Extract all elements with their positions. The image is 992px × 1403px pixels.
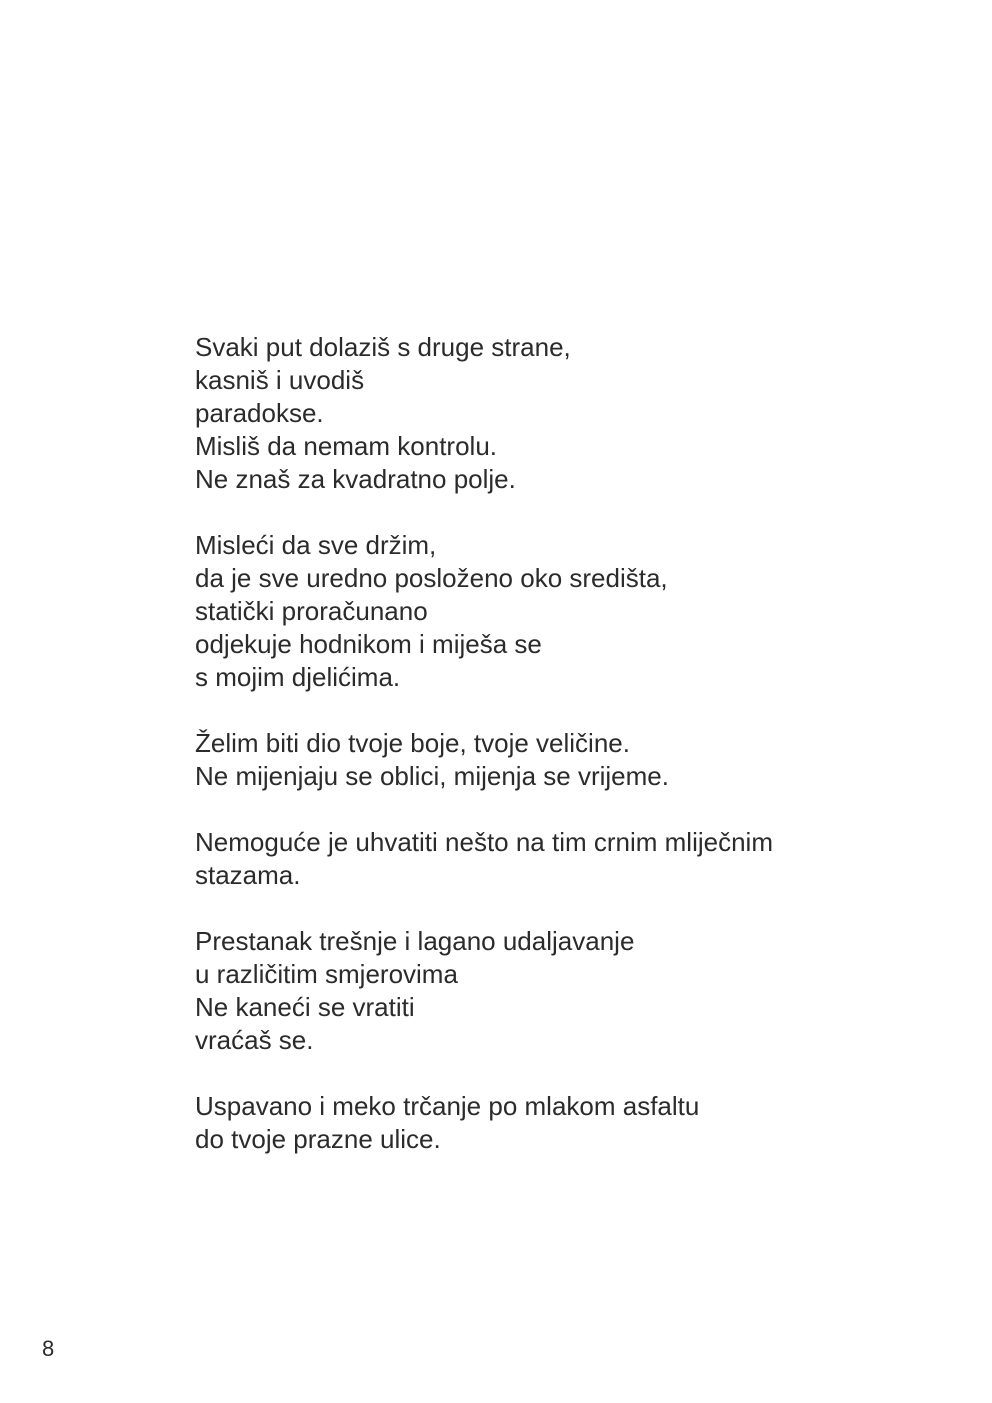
stanza-1: [195, 331, 915, 496]
poem-line: s mojim djelićima.: [195, 662, 401, 692]
poem-line: Misliš da nemam kontrolu.: [195, 431, 497, 461]
poem-line: Nemoguće je uhvatiti nešto na tim crnim mliječnim: [195, 827, 773, 857]
poem-line: Ne mijenjaju se oblici, mijenja se vrijeme.: [195, 761, 669, 791]
stanza-3: [195, 727, 915, 793]
stanza-6: [195, 1090, 915, 1156]
poem-line: da je sve uredno posloženo oko središta,: [195, 563, 668, 593]
poem-line: vraćaš se.: [195, 1025, 314, 1055]
stanza-4: [195, 826, 915, 892]
poem-line: kasniš i uvodiš: [195, 365, 365, 395]
page-number: 8: [42, 1336, 55, 1361]
poem-line: Prestanak trešnje i lagano udaljavanje: [195, 926, 635, 956]
stanza-5: [195, 925, 915, 1057]
stanza-2: [195, 529, 915, 694]
poem-line: statički proračunano: [195, 596, 428, 626]
poem-line: do tvoje prazne ulice.: [195, 1124, 441, 1154]
poem-line: Ne kaneći se vratiti: [195, 992, 415, 1022]
poem-line: Ne znaš za kvadratno polje.: [195, 464, 516, 494]
poem-line: Misleći da sve držim,: [195, 530, 437, 560]
poem-line: u različitim smjerovima: [195, 959, 458, 989]
poem-line: Uspavano i meko trčanje po mlakom asfaltu: [195, 1091, 700, 1121]
poem-line: Svaki put dolaziš s druge strane,: [195, 332, 571, 362]
poem-body: [195, 331, 915, 1189]
poem-line: odjekuje hodnikom i miješa se: [195, 629, 542, 659]
poem-line: stazama.: [195, 860, 301, 890]
poem-line: Želim biti dio tvoje boje, tvoje veličine.: [195, 728, 630, 758]
poem-line: paradokse.: [195, 398, 324, 428]
